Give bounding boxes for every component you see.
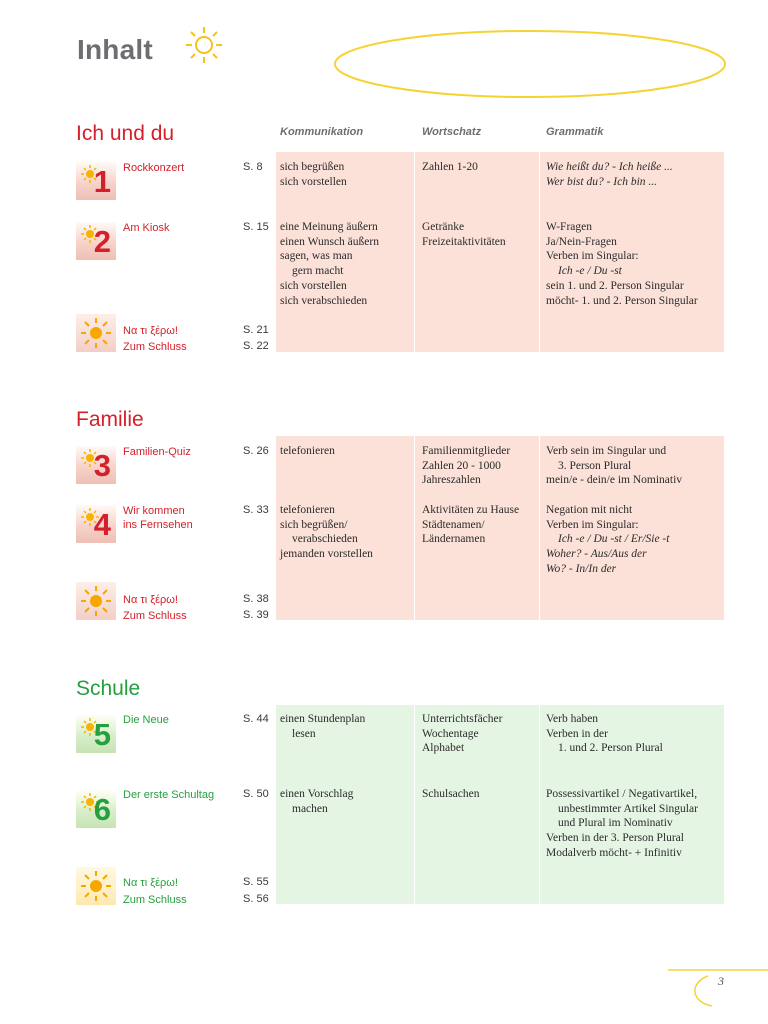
review-icon bbox=[76, 314, 116, 352]
review-link-na-ti-xero[interactable]: Να τι ξέρω! bbox=[123, 325, 178, 337]
lesson-number: 6 bbox=[93, 792, 111, 827]
grammatik-cell: Verb sein im Singular und 3. Person Plural mein/e - dein/e im Nominativ bbox=[546, 445, 683, 487]
page-reference: S. 33 bbox=[243, 504, 269, 516]
review-link-zum-schluss[interactable]: Zum Schluss bbox=[123, 610, 187, 622]
section-title-schule: Schule bbox=[76, 677, 141, 700]
page-number: 3 bbox=[718, 974, 724, 988]
grammatik-cell: Wie heißt du? - Ich heiße ... Wer bist du? - Ich bin ... bbox=[546, 161, 673, 188]
lesson-4-icon bbox=[76, 505, 116, 543]
kommunikation-cell: einen Vorschlag machen bbox=[280, 788, 354, 815]
wortschatz-cell: Zahlen 1-20 bbox=[422, 161, 478, 173]
section-title-familie: Familie bbox=[76, 408, 144, 431]
kommunikation-cell: eine Meinung äußern einen Wunsch äußern sagen, was man gern macht sich vorstellen sich verabschieden bbox=[280, 221, 379, 307]
sun-icon bbox=[76, 867, 116, 905]
lesson-title-wir-kommen-ins-fernsehen[interactable]: Wir kommen ins Fernsehen bbox=[123, 505, 193, 531]
page-reference: S. 38 bbox=[243, 593, 269, 605]
page-reference: S. 39 bbox=[243, 609, 269, 621]
lesson-number: 5 bbox=[93, 717, 111, 752]
sun-icon bbox=[76, 582, 116, 620]
lesson-1-icon bbox=[76, 162, 116, 200]
page-title: Inhalt bbox=[77, 34, 153, 65]
lesson-title-der-erste-schultag[interactable]: Der erste Schultag bbox=[123, 789, 215, 801]
page-reference: S. 50 bbox=[243, 788, 269, 800]
lesson-number: 3 bbox=[93, 448, 111, 483]
page-reference: S. 21 bbox=[243, 324, 269, 336]
wortschatz-cell: Schulsachen bbox=[422, 788, 480, 800]
lesson-6-icon bbox=[76, 790, 116, 828]
page-reference: S. 15 bbox=[243, 221, 269, 233]
page-reference: S. 44 bbox=[243, 713, 269, 725]
wortschatz-cell: Aktivitäten zu Hause Städtenamen/ Ländernamen bbox=[422, 504, 520, 546]
page-reference: S. 56 bbox=[243, 893, 269, 905]
review-link-zum-schluss[interactable]: Zum Schluss bbox=[123, 341, 187, 353]
kommunikation-cell: sich begrüßen sich vorstellen bbox=[280, 161, 347, 188]
kommunikation-cell: einen Stundenplan lesen bbox=[280, 713, 366, 740]
grammatik-cell: Verb haben Verben in der 1. und 2. Person Plural bbox=[546, 713, 663, 755]
review-icon bbox=[76, 582, 116, 620]
review-icon bbox=[76, 867, 116, 905]
grammatik-cell: Negation mit nicht Verben im Singular: Ich -e / Du -st / Er/Sie -t Woher? - Aus/Aus der Wo? - In/In der bbox=[546, 504, 670, 575]
review-link-zum-schluss[interactable]: Zum Schluss bbox=[123, 894, 187, 906]
wortschatz-cell: Familienmitglieder Zahlen 20 - 1000 Jahreszahlen bbox=[422, 445, 511, 487]
lesson-number: 2 bbox=[93, 224, 111, 259]
grammatik-cell: Possessivartikel / Negativartikel, unbestimmter Artikel Singular und Plural im Nominativ Verben in der 3. Person Plural Modalverb möcht- + Infinitiv bbox=[546, 788, 698, 859]
wortschatz-cell: Unterrichtsfächer Wochentage Alphabet bbox=[422, 713, 503, 755]
lesson-number: 4 bbox=[93, 507, 111, 542]
review-link-na-ti-xero[interactable]: Να τι ξέρω! bbox=[123, 594, 178, 606]
lesson-title-am-kiosk[interactable]: Am Kiosk bbox=[123, 222, 170, 234]
page-reference: S. 55 bbox=[243, 876, 269, 888]
title-swoosh-decoration bbox=[170, 18, 735, 104]
lesson-title-die-neue[interactable]: Die Neue bbox=[123, 714, 169, 726]
lesson-title-rockkonzert[interactable]: Rockkonzert bbox=[123, 162, 185, 174]
kommunikation-cell: telefonieren sich begrüßen/ verabschieden jemanden vorstellen bbox=[280, 504, 373, 561]
sun-icon bbox=[76, 314, 116, 352]
sun-icon bbox=[186, 27, 222, 63]
page-number-decoration bbox=[664, 962, 768, 1010]
review-link-na-ti-xero[interactable]: Να τι ξέρω! bbox=[123, 877, 178, 889]
column-header-wortschatz: Wortschatz bbox=[422, 126, 482, 138]
grammatik-cell: W-Fragen Ja/Nein-Fragen Verben im Singular: Ich -e / Du -st sein 1. und 2. Person Singular möcht- 1. und 2. Person Singular bbox=[546, 221, 698, 307]
wortschatz-cell: Getränke Freizeitaktivitäten bbox=[422, 221, 506, 248]
lesson-2-icon bbox=[76, 222, 116, 260]
section-title-ich-und-du: Ich und du bbox=[76, 122, 175, 145]
column-header-grammatik: Grammatik bbox=[546, 126, 604, 138]
lesson-title-familien-quiz[interactable]: Familien-Quiz bbox=[123, 446, 191, 458]
lesson-5-icon bbox=[76, 715, 116, 753]
lesson-3-icon bbox=[76, 446, 116, 484]
page-reference: S. 26 bbox=[243, 445, 269, 457]
kommunikation-cell: telefonieren bbox=[280, 445, 335, 457]
lesson-number: 1 bbox=[93, 164, 111, 199]
column-header-kommunikation: Kommunikation bbox=[280, 126, 364, 138]
page-reference: S. 22 bbox=[243, 340, 269, 352]
page-reference: S. 8 bbox=[243, 161, 263, 173]
